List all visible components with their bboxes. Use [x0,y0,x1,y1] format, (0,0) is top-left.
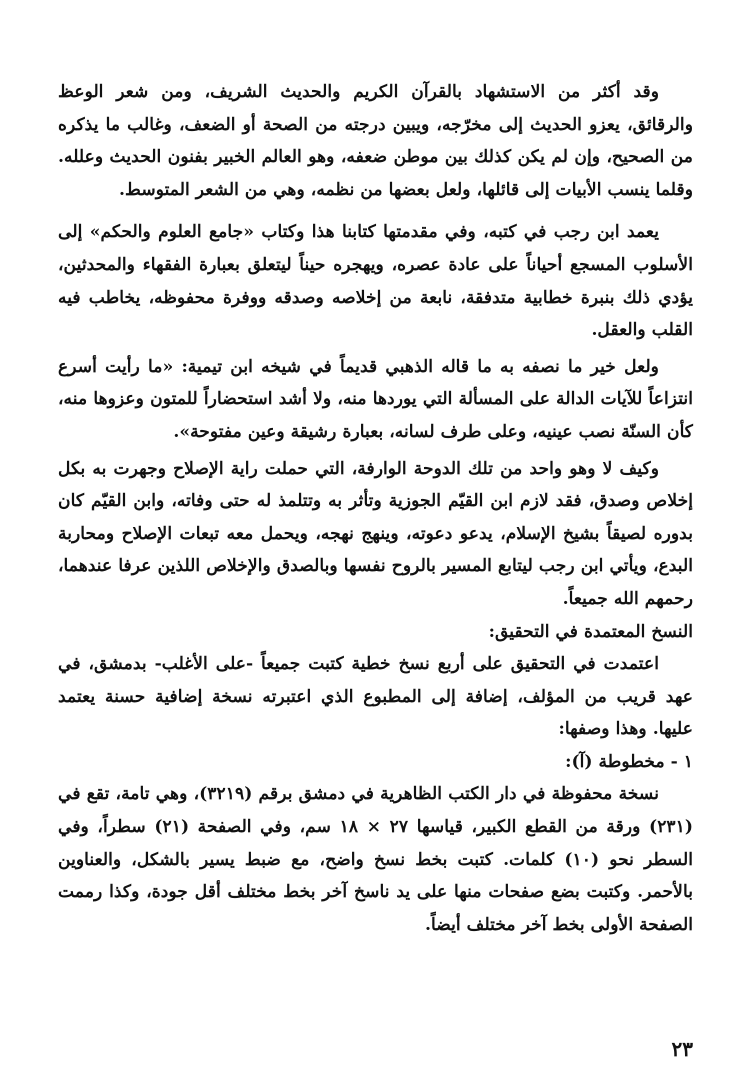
book-page [58,76,694,1061]
paragraph-style: يعمد ابن رجب في كتبه، وفي مقدمتها كتابنا هذا وكتاب «جامع العلوم والحكم» إلى الأسلوب المسجع أحياناً على عادة عصره، ويهجره حيناً ليتعلق بعبارة الفقهاء والمحدثين، يؤدي ذلك بنبرة خطابية متدفقة، نابعة من إخلاصه وصدقه ووفرة محفوظه، يخاطب فيه القلب والعقل. [58,222,693,341]
paragraph-manuscript-a: نسخة محفوظة في دار الكتب الظاهرية في دمشق برقم (٣٢١٩)، وهي تامة، تقع في (٢٣١) ورقة من القطع الكبير، قياسها ٢٧ × ١٨ سم، وفي الصفحة (٢١) سطراً، وفي السطر نحو (١٠) كلمات. كتبت بخط نسخ واضح، مع ضبط يسير بالشكل، والعناوين بالأحمر. وكتبت بضع صفحات منها على يد ناسخ آخر بخط مختلف أقل جودة، وكذا رممت الصفحة الأولى بخط آخر مختلف أيضاً. [58,784,694,935]
page-number: ٢٣ [671,1037,693,1061]
paragraph-reform-lineage: وكيف لا وهو واحد من تلك الدوحة الوارفة، التي حملت راية الإصلاح وجهرت به بكل إخلاص وصدق، فقد لازم ابن القيّم الجوزية وتأثر به وتتلمذ له حتى وفاته، وابن القيّم كان بدوره لصيقاً بشيخ الإسلام، يدعو دعوته، وينهج نهجه، ويحمل معه تبعات الإصلاح ومحاربة البدع، ويأتي ابن رجب ليتابع المسير بالروح نفسها وبالصدق والإخلاص اللذين عرفا عندهما، رحمهم الله جميعاً. [58,458,693,609]
section-heading-manuscripts: النسخ المعتمدة في التحقيق: [488,621,693,642]
manuscript-a-heading: ١ - مخطوطة (آ): [565,751,693,772]
paragraph-dhahabi-quote: ولعل خير ما نصفه به ما قاله الذهبي قديماً في شيخه ابن تيمية: «ما رأيت أسرع انتزاعاً للآيات الدالة على المسألة التي يوردها منه، ولا أشد استحضاراً للمتون وعزوها منه، كأن السنّة نصب عينيه، وعلى طرف لسانه، بعبارة رشيقة وعين مفتوحة». [58,356,693,442]
paragraph-manuscripts-intro: اعتمدت في التحقيق على أربع نسخ خطية كتبت جميعاً -على الأغلب- بدمشق، في عهد قريب من المؤلف، إضافة إلى المطبوع الذي اعتبرته نسخة إضافية حسنة يعتمد عليها. وهذا وصفها: [58,654,693,740]
paragraph-citations: وقد أكثر من الاستشهاد بالقرآن الكريم والحديث الشريف، ومن شعر الوعظ والرقائق، يعزو الحديث إلى مخرّجه، ويبين درجته من الصحة أو الضعف، وغالب ما يذكره من الصحيح، وإن لم يكن كذلك بين موطن ضعفه، وهو العالم الخبير بفنون الحديث وعلله. وقلما ينسب الأبيات إلى قائلها، ولعل بعضها من نظمه، وهي من الشعر المتوسط. [58,82,693,200]
